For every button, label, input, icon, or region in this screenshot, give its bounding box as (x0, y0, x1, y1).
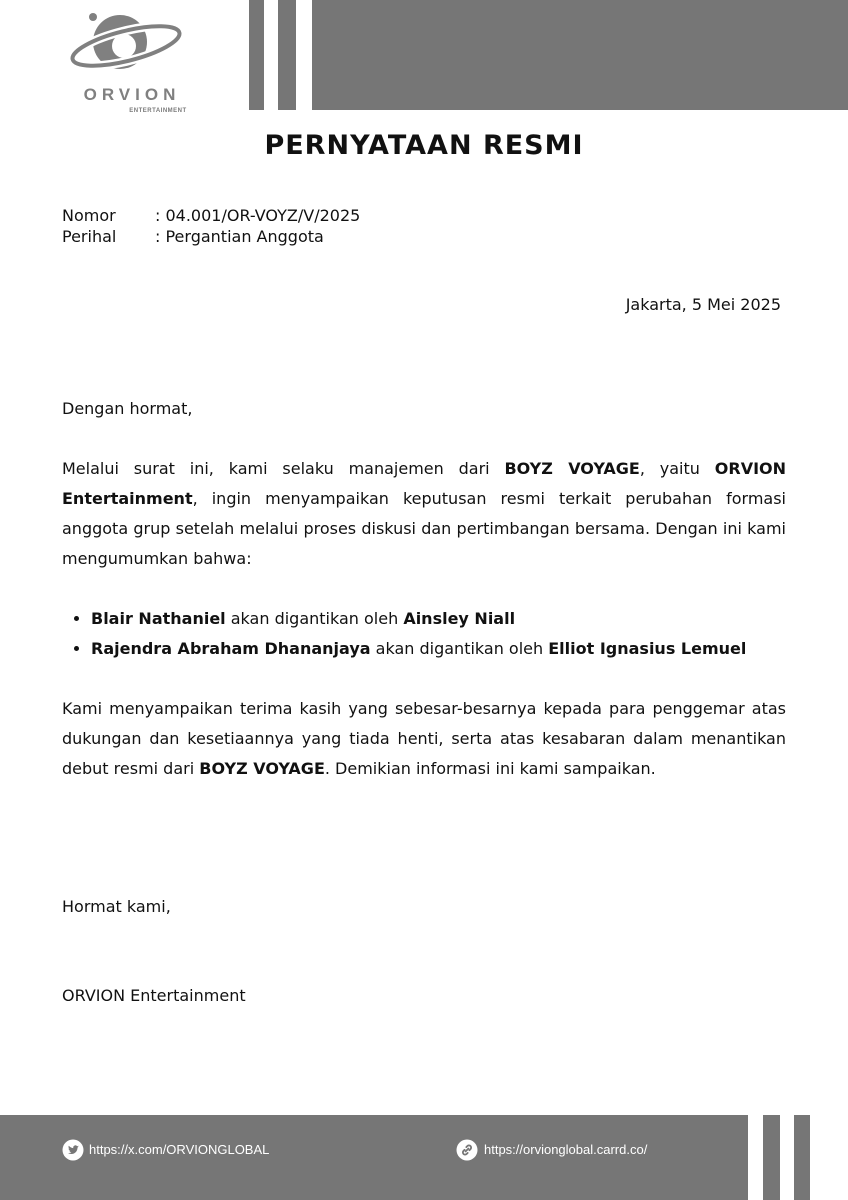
nomor-label: Nomor (62, 206, 116, 225)
incoming-member: Elliot Ignasius Lemuel (548, 639, 747, 658)
perihal-value: : Pergantian Anggota (155, 227, 324, 246)
p1-text-2: , yaitu (639, 459, 715, 478)
link-chain-icon (456, 1139, 478, 1161)
signature: ORVION Entertainment (62, 986, 246, 1005)
perihal-row (62, 226, 324, 247)
website-link[interactable]: https://orvionglobal.carrd.co/ (484, 1142, 648, 1157)
p2-text-1: Kami menyampaikan terima kasih yang sebesar-besarnya kepada para penggemar atas dukungan dan kesetiaannya yang tiada henti, serta atas kesabaran dalam menantikan debut resmi dari (62, 699, 786, 778)
header-band (312, 0, 848, 110)
intro-paragraph (62, 454, 786, 574)
replacement-connector: akan digantikan oleh (370, 639, 549, 658)
replacement-connector: akan digantikan oleh (225, 609, 404, 628)
footer-stripe-1 (763, 1115, 780, 1200)
twitter-bird-icon (62, 1139, 84, 1161)
greeting: Dengan hormat, (62, 399, 193, 418)
outgoing-member: Rajendra Abraham Dhananjaya (91, 639, 371, 658)
footer-stripe-2 (794, 1115, 810, 1200)
nomor-value: : 04.001/OR-VOYZ/V/2025 (155, 206, 361, 225)
planet-logo-icon (62, 8, 202, 88)
incoming-member: Ainsley Niall (403, 609, 516, 628)
nomor-row (62, 205, 360, 226)
logo-subtitle: ENTERTAINMENT (129, 108, 187, 114)
p1-text-1: Melalui surat ini, kami selaku manajemen dari (62, 459, 505, 478)
p2-group-name: BOYZ VOYAGE (199, 759, 325, 778)
header-stripe-2 (278, 0, 296, 110)
p1-agency-name: ORVION Entertainment (62, 459, 787, 508)
list-item (91, 604, 831, 634)
member-change-list (62, 604, 831, 664)
outgoing-member: Blair Nathaniel (91, 609, 226, 628)
list-item (91, 634, 831, 664)
perihal-label: Perihal (62, 227, 117, 246)
twitter-link[interactable]: https://x.com/ORVIONGLOBAL (89, 1142, 270, 1157)
p2-text-2: . Demikian informasi ini kami sampaikan. (324, 759, 656, 778)
orvion-logo (62, 8, 202, 118)
closing: Hormat kami, (62, 897, 171, 916)
page-title: PERNYATAAN RESMI (264, 130, 584, 161)
header-stripe-1 (249, 0, 264, 110)
p1-text-3: , ingin menyampaikan keputusan resmi terkait perubahan formasi anggota grup setelah melalui proses diskusi dan pertimbangan bersama. Dengan ini kami mengumumkan bahwa: (62, 489, 786, 568)
letter-date: Jakarta, 5 Mei 2025 (625, 295, 781, 314)
p1-group-name: BOYZ VOYAGE (504, 459, 640, 478)
logo-wordmark: ORVION (83, 85, 181, 104)
thanks-paragraph (62, 694, 786, 784)
